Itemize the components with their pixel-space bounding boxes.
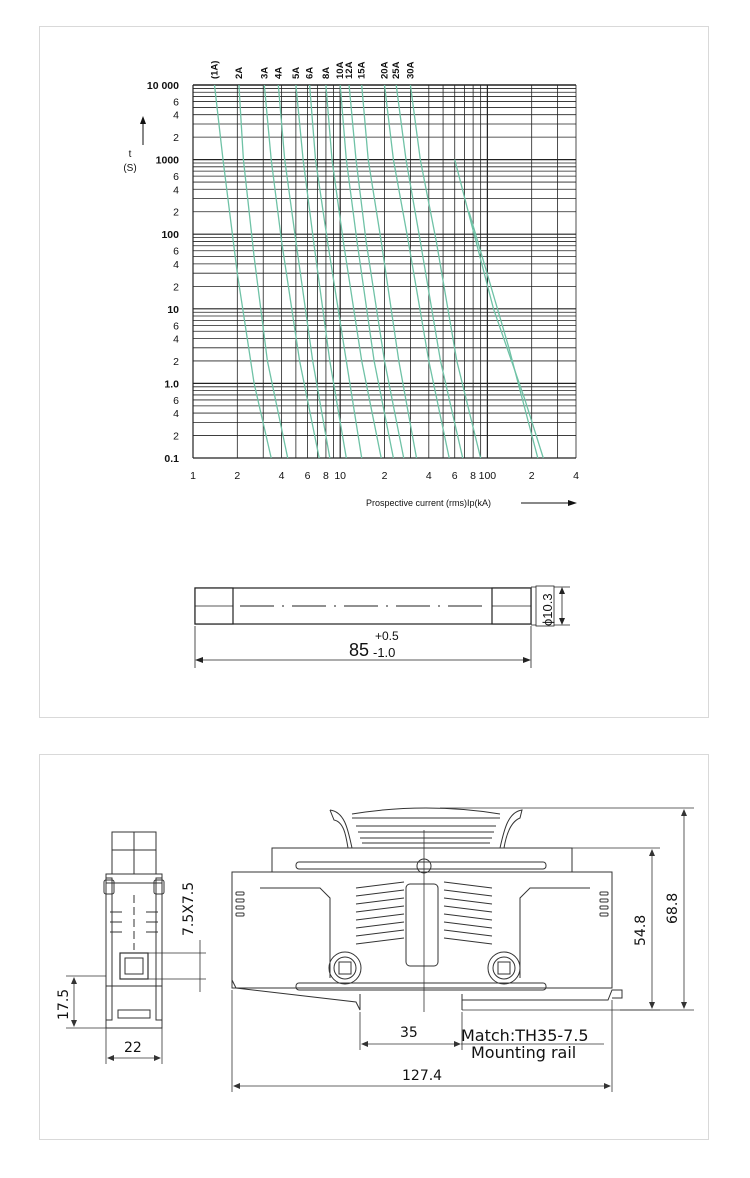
fuse-diameter-label: ϕ10.3 xyxy=(540,593,555,626)
y-tick-label: 2 xyxy=(173,355,179,368)
fuse-tol-plus: +0.5 xyxy=(375,629,399,643)
y-tick-label: 6 xyxy=(173,171,179,184)
y-tick-label: 1.0 xyxy=(164,378,179,391)
series-label: 20A xyxy=(379,61,391,79)
y-tick-label: 6 xyxy=(173,320,179,333)
x-tick-label: 4 xyxy=(278,470,285,482)
x-axis-label: Prospective current (rms)Ip(kA) xyxy=(366,498,492,508)
y-tick-label: 10 000 xyxy=(146,80,179,92)
series-label: 4A xyxy=(273,66,285,79)
x-tick-label: 6 xyxy=(451,470,458,482)
y-tick-label: 4 xyxy=(173,333,179,346)
x-tick-label: 10 xyxy=(334,470,347,482)
series-label: 30A xyxy=(405,61,417,79)
fuse-tol-minus: -1.0 xyxy=(373,645,396,660)
y-tick-label: 2 xyxy=(173,206,179,219)
x-tick-label: 4 xyxy=(573,470,579,482)
x-tick-label: 8 xyxy=(470,470,477,482)
dim-54-8: 54.8 xyxy=(633,914,649,946)
y-tick-label: 6 xyxy=(173,245,179,258)
y-tick-label: 2 xyxy=(173,430,179,443)
y-tick-label: 6 xyxy=(173,96,179,109)
series-label: 10A xyxy=(335,61,347,79)
x-tick-label: 2 xyxy=(528,470,535,482)
series-label: 25A xyxy=(391,61,403,79)
x-tick-label: 6 xyxy=(304,470,311,482)
series-label: 12A xyxy=(344,61,356,79)
y-tick-label: 100 xyxy=(161,229,179,242)
y-tick-label: 10 xyxy=(167,303,179,316)
x-tick-label: 100 xyxy=(478,470,497,482)
dim-7-5x7-5: 7.5X7.5 xyxy=(181,881,197,936)
series-label: 2A xyxy=(233,66,245,79)
y-axis-label: t xyxy=(128,149,132,160)
dim-127-4: 127.4 xyxy=(402,1068,443,1084)
y-axis-unit: (S) xyxy=(123,163,137,174)
y-tick-label: 2 xyxy=(173,281,179,294)
series-label: 8A xyxy=(320,66,332,79)
holder-front-view xyxy=(232,808,694,1092)
y-tick-label: 0.1 xyxy=(164,453,179,465)
dim-35: 35 xyxy=(400,1025,418,1041)
x-tick-label: 1 xyxy=(190,470,196,482)
y-tick-label: 1000 xyxy=(155,154,179,167)
series-label: 6A xyxy=(304,66,316,79)
x-tick-label: 4 xyxy=(425,470,432,482)
series-label: 5A xyxy=(290,66,302,79)
mounting-note-line2: Mounting rail xyxy=(471,1043,577,1062)
dim-68-8: 68.8 xyxy=(665,892,681,924)
y-tick-label: 6 xyxy=(173,394,179,407)
series-label: 3A xyxy=(259,66,271,79)
holder-side-view xyxy=(66,832,206,1064)
dim-17-5: 17.5 xyxy=(56,988,72,1020)
x-tick-label: 8 xyxy=(322,470,329,482)
dim-22: 22 xyxy=(124,1040,142,1056)
x-tick-label: 2 xyxy=(234,470,241,482)
y-tick-label: 4 xyxy=(173,408,179,421)
y-tick-label: 4 xyxy=(173,109,179,122)
y-tick-label: 4 xyxy=(173,184,179,197)
mounting-note-line1: Match:TH35-7.5 xyxy=(461,1026,589,1045)
y-tick-label: 2 xyxy=(173,132,179,145)
fuse-length-label: 85 xyxy=(349,640,370,660)
y-tick-label: 4 xyxy=(173,258,179,271)
x-tick-label: 2 xyxy=(381,470,388,482)
series-label: 15A xyxy=(356,61,368,79)
series-label: (1A) xyxy=(209,60,221,79)
